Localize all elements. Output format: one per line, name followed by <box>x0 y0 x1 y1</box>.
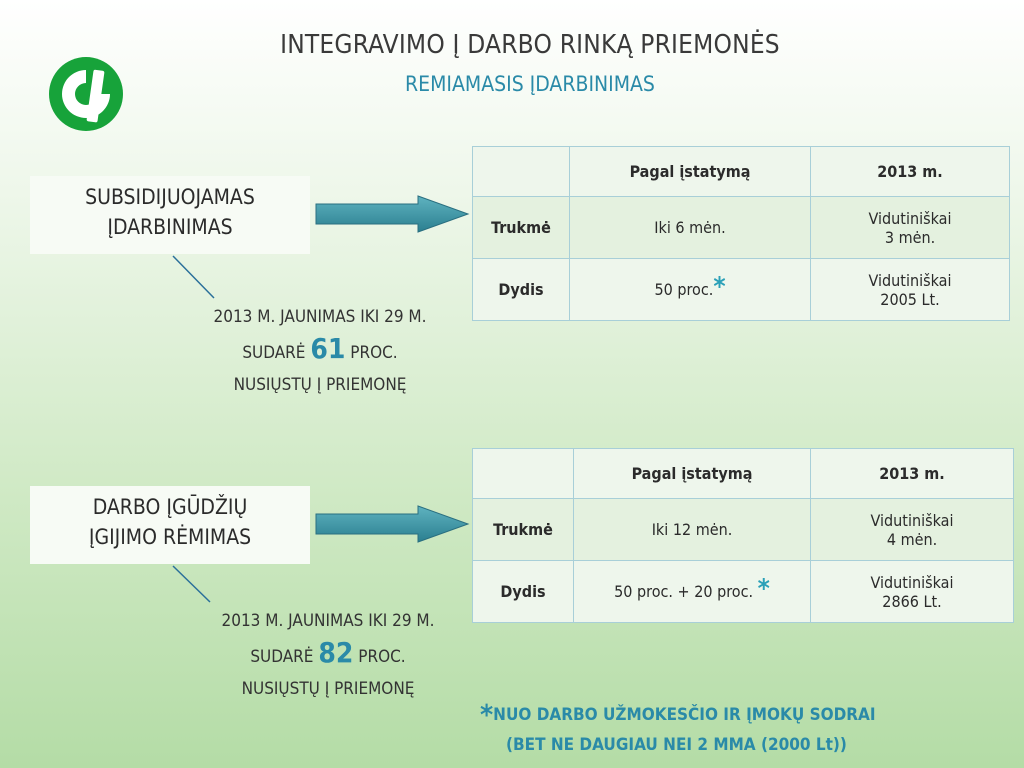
stat-line2 <box>160 332 480 370</box>
table-header-cell <box>473 147 570 197</box>
stat-line2 <box>168 636 488 674</box>
y2013-cell <box>811 561 1014 623</box>
section-label-line2: ĮDARBINIMAS <box>107 215 233 239</box>
section-label-line2: ĮGIJIMO RĖMIMAS <box>88 525 252 549</box>
law-cell <box>574 561 811 623</box>
table-row <box>473 197 1010 259</box>
stat-block <box>160 302 480 400</box>
row-label: Trukmė <box>473 197 570 259</box>
section-label-line1: SUBSIDIJUOJAMAS <box>85 185 255 209</box>
stat-line3: NUSIŲSTŲ Į PRIEMONĘ <box>233 375 407 395</box>
organization-logo-icon <box>48 56 124 132</box>
table-header-cell: 2013 m. <box>811 449 1014 499</box>
comparison-table <box>472 448 1014 623</box>
y2013-line1: Vidutiniškai <box>870 510 954 530</box>
law-cell <box>570 259 811 321</box>
stat-line1: 2013 M. JAUNIMAS IKI 29 M. <box>213 307 427 327</box>
law-cell <box>574 499 811 561</box>
law-value: 50 proc. <box>654 280 714 299</box>
stat-value: 61 <box>310 332 346 365</box>
y2013-line2: 2005 Lt. <box>880 289 940 309</box>
table-header-row <box>473 147 1010 197</box>
y2013-line1: Vidutiniškai <box>870 572 954 592</box>
y2013-line1: Vidutiniškai <box>868 270 952 290</box>
y2013-cell <box>811 197 1010 259</box>
y2013-line1: Vidutiniškai <box>868 208 952 228</box>
asterisk-icon: * <box>480 698 494 731</box>
stat-post: PROC. <box>358 647 406 667</box>
table-row <box>473 561 1014 623</box>
law-value: Iki 6 mėn. <box>654 218 726 237</box>
table-header-row <box>473 449 1014 499</box>
right-arrow-icon <box>314 194 472 234</box>
law-value: 50 proc. + 20 proc. <box>614 582 754 601</box>
row-label: Dydis <box>473 259 570 321</box>
table-row <box>473 499 1014 561</box>
stat-block <box>168 606 488 704</box>
law-cell <box>570 197 811 259</box>
connector-line <box>170 254 220 302</box>
row-label: Trukmė <box>473 499 574 561</box>
y2013-line2: 2866 Lt. <box>882 591 942 611</box>
table-header-cell: Pagal įstatymą <box>570 147 811 197</box>
page-title: INTEGRAVIMO Į DARBO RINKĄ PRIEMONĖS <box>280 30 780 60</box>
stat-pre: SUDARĖ <box>250 647 314 667</box>
footnote <box>480 700 1000 760</box>
y2013-cell <box>811 259 1010 321</box>
y2013-cell <box>811 499 1014 561</box>
stat-line3: NUSIŲSTŲ Į PRIEMONĘ <box>241 679 415 699</box>
row-label: Dydis <box>473 561 574 623</box>
law-value: Iki 12 mėn. <box>651 520 733 539</box>
comparison-table <box>472 146 1010 321</box>
y2013-line2: 4 mėn. <box>886 529 938 549</box>
section-label-subsidized-employment <box>30 176 310 254</box>
asterisk-icon: * <box>713 272 726 302</box>
table-header-cell: Pagal įstatymą <box>574 449 811 499</box>
right-arrow-icon <box>314 504 472 544</box>
footnote-text: NUO DARBO UŽMOKESČIO IR ĮMOKŲ SODRAI <box>493 705 876 725</box>
footnote-line1 <box>480 700 1000 730</box>
connector-line <box>170 564 220 606</box>
stat-pre: SUDARĖ <box>242 343 306 363</box>
asterisk-icon: * <box>757 574 770 604</box>
stat-line1: 2013 M. JAUNIMAS IKI 29 M. <box>221 611 435 631</box>
section-label-skills-acquisition <box>30 486 310 564</box>
section-label-line1: DARBO ĮGŪDŽIŲ <box>92 495 248 519</box>
y2013-line2: 3 mėn. <box>884 227 936 247</box>
table-row <box>473 259 1010 321</box>
footnote-line2: (BET NE DAUGIAU NEI 2 MMA (2000 Lt)) <box>506 735 847 755</box>
stat-value: 82 <box>318 636 354 669</box>
table-header-cell: 2013 m. <box>811 147 1010 197</box>
stat-post: PROC. <box>350 343 398 363</box>
table-header-cell <box>473 449 574 499</box>
page-subtitle: REMIAMASIS ĮDARBINIMAS <box>405 72 655 96</box>
